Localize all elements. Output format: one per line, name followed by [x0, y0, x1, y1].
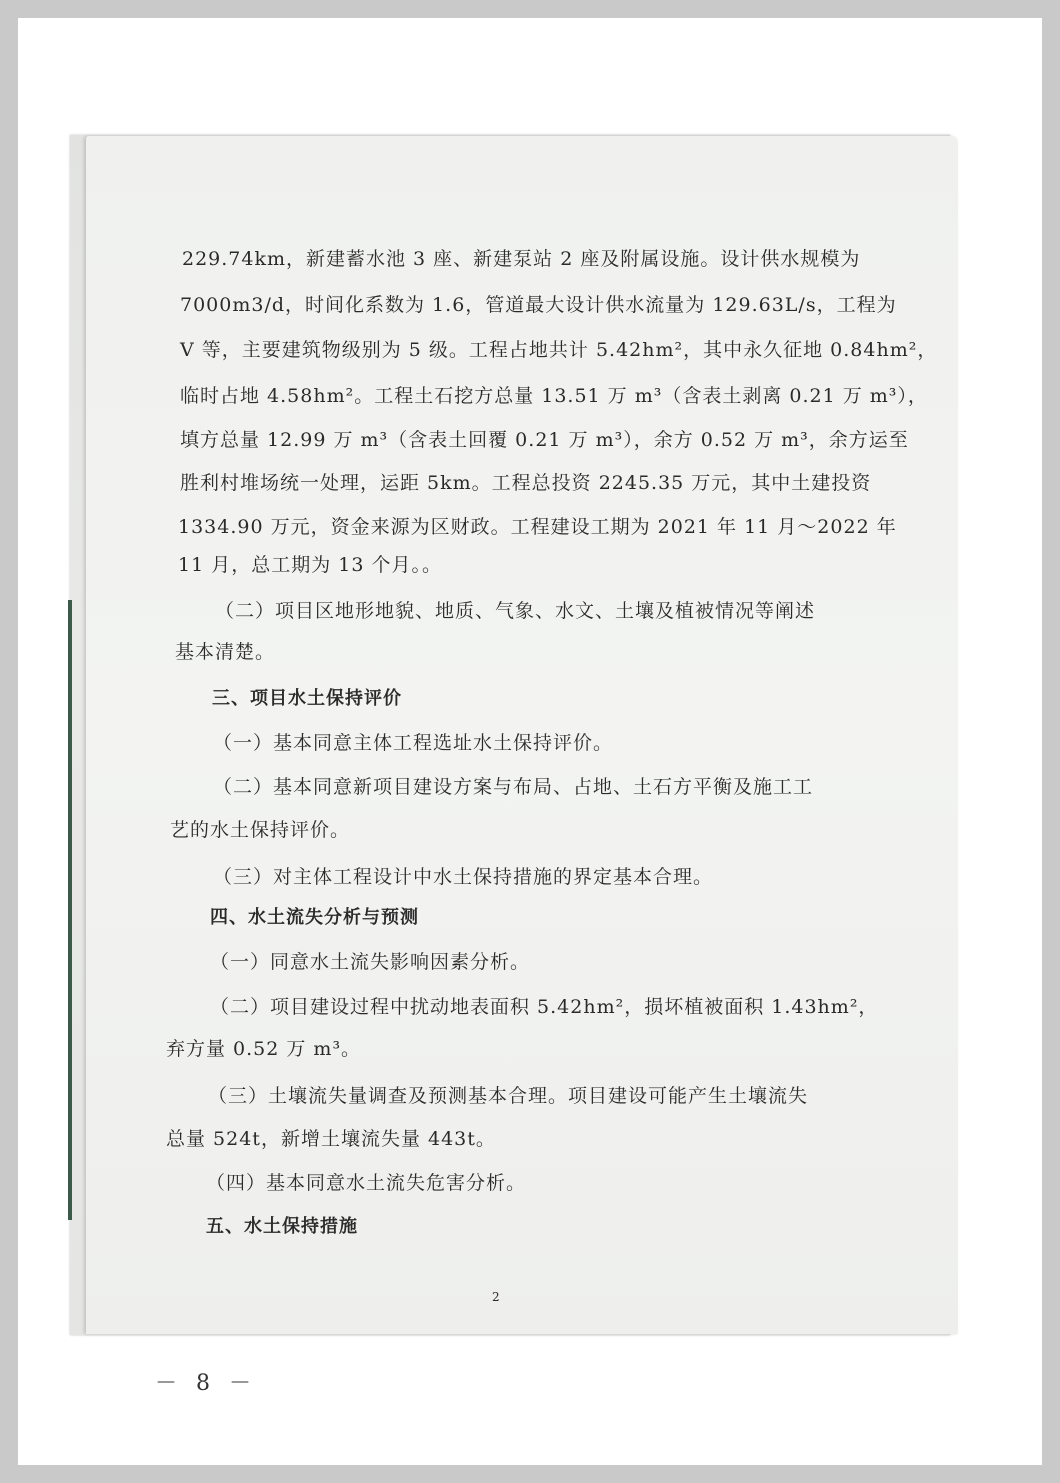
- body-line: （三）对主体工程设计中水土保持措施的界定基本合理。: [213, 866, 714, 888]
- body-line: （三）土壤流失量调查及预测基本合理。项目建设可能产生土壤流失: [208, 1085, 809, 1107]
- body-line: 1334.90 万元，资金来源为区财政。工程建设工期为 2021 年 11 月～2022 年: [178, 516, 897, 538]
- body-line: 基本清楚。: [175, 641, 276, 663]
- section-heading: 五、水土保持措施: [206, 1216, 358, 1237]
- body-line: 临时占地 4.58hm²。工程土石挖方总量 13.51 万 m³（含表土剥离 0.21 万 m³），: [180, 385, 928, 407]
- body-line: 填方总量 12.99 万 m³（含表土回覆 0.21 万 m³），余方 0.52 万 m³，余方运至: [180, 429, 909, 451]
- outer-page-number: － 8 －: [155, 1371, 257, 1396]
- body-line: 总量 524t，新增土壤流失量 443t。: [166, 1128, 496, 1150]
- body-line: 弃方量 0.52 万 m³。: [166, 1038, 362, 1060]
- body-line: （二）项目建设过程中扰动地表面积 5.42hm²，损坏植被面积 1.43hm²，: [210, 996, 879, 1018]
- body-line: 艺的水土保持评价。: [170, 819, 351, 841]
- body-line: 229.74km，新建蓄水池 3 座、新建泵站 2 座及附属设施。设计供水规模为: [182, 248, 861, 270]
- body-line: 7000m3/d，时间化系数为 1.6，管道最大设计供水流量为 129.63L/s，工程为: [180, 294, 897, 316]
- body-line: （一）基本同意主体工程选址水土保持评价。: [213, 732, 614, 754]
- body-line: （二）基本同意新项目建设方案与布局、占地、土石方平衡及施工工: [213, 776, 814, 798]
- inner-page-number: 2: [492, 1290, 500, 1304]
- section-heading: 三、项目水土保持评价: [212, 688, 402, 709]
- body-line: V 等，主要建筑物级别为 5 级。工程占地共计 5.42hm²，其中永久征地 0.84hm²，: [180, 339, 938, 361]
- body-line: （二）项目区地形地貌、地质、气象、水文、土壤及植被情况等阐述: [215, 600, 816, 622]
- body-line: （一）同意水土流失影响因素分析。: [210, 951, 531, 973]
- binding-edge: [68, 600, 72, 1220]
- section-heading: 四、水土流失分析与预测: [210, 907, 419, 928]
- body-line: 胜利村堆场统一处理，运距 5km。工程总投资 2245.35 万元，其中土建投资: [180, 472, 872, 494]
- body-line: （四）基本同意水土流失危害分析。: [206, 1172, 527, 1194]
- body-line: 11 月，总工期为 13 个月。。: [178, 554, 442, 576]
